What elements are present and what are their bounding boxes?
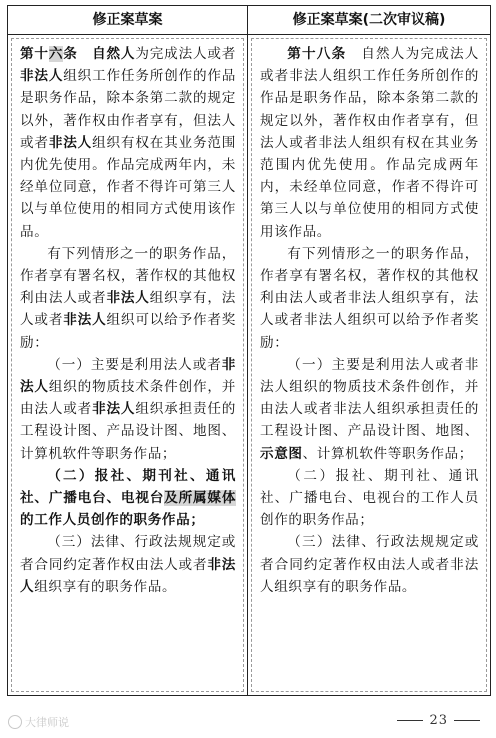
bold-text: 非法人 [20, 68, 64, 85]
bold-text: （二）报社、期刊社、通讯社、广播电台、电视台 [20, 467, 236, 507]
text-run: （二）报社、期刊社、通讯社、广播电台、电视台的工作人员创作的职务作品； [260, 467, 479, 529]
draft-article-paragraph [20, 43, 236, 243]
text-run: 有下列情形之一的职务作品，作者享有署名权，著作权的其他权利由法人或者非法人组织享有，法人或者非法人组织可以给予作者奖励： [260, 245, 479, 351]
watermark-logo-icon [8, 715, 22, 729]
review-item-three [260, 531, 479, 598]
comparison-table [7, 5, 491, 696]
bold-text: 非法人 [20, 356, 236, 396]
bold-text: 非法人 [92, 401, 136, 418]
review-item-two [260, 465, 479, 532]
column-draft [8, 35, 248, 695]
text-run: 组织可以给予作者奖励： [20, 312, 236, 351]
bold-text: 条 自然人 [63, 46, 136, 62]
draft-text-box [11, 38, 244, 692]
text-run: （三）法律、行政法规规定或者合同约定著作权由法人或者 [20, 534, 236, 573]
text-run: 、计算机软件等职务作品； [302, 445, 473, 462]
bold-text: 第十八条 [287, 46, 347, 62]
text-run: 有下列情形之一的职务作品，作者享有署名权，著作权的其他权利由法人或者 [20, 245, 236, 307]
page-dash-right [454, 720, 480, 721]
text-run: 自然人为完成法人或者非法人组织工作任务所创作的作品是职务作品，除本条第二款的规定以外，著作权由作者享有，但法人或者非法人组织有权在其业务范围内优先使用。作品完成两年内，未经单位同意，作者不得许可第三人以与单位使用的相同方式使用该作品。 [260, 46, 479, 240]
bold-text: 非法人 [20, 556, 236, 595]
second-review-text-box [251, 38, 487, 692]
column-header-draft: 修正案草案 [8, 6, 248, 35]
text-run: 组织承担责任的工程设计图、产品设计图、地图、计算机软件等职务作品； [20, 401, 237, 462]
draft-item-one [20, 354, 236, 465]
bold-text: 非法人 [106, 290, 150, 307]
bold-text: 的工作人员创作的职务作品； [20, 512, 205, 529]
bold-text: 第十 [20, 46, 49, 62]
highlighted-text: 及所属媒体 [164, 490, 237, 507]
text-run: 组织享有，法人或者 [20, 290, 236, 329]
review-second-paragraph [260, 243, 479, 354]
column-second-review [248, 35, 490, 695]
page-number-text: 23 [429, 713, 448, 728]
text-run: 为完成法人或者 [135, 46, 237, 62]
draft-item-three [20, 531, 236, 598]
text-run: （三）法律、行政法规规定或者合同约定著作权由法人或者非法人组织享有的职务作品。 [260, 534, 479, 595]
bold-text: 非法人 [48, 134, 93, 151]
text-run: 组织享有的职务作品。 [34, 578, 177, 595]
text-run: 组织工作任务所创作的作品是职务作品，除本条第二款的规定以外，著作权由作者享有，但法人或者 [20, 68, 236, 151]
bold-text: 示意图 [260, 445, 303, 462]
draft-item-two [20, 465, 236, 532]
highlighted-text: 六 [48, 46, 64, 62]
text-run: （一）主要是利用法人或者非法人组织的物质技术条件创作，并由法人或者非法人组织承担责任的工程设计图、产品设计图、地图、 [260, 356, 479, 440]
watermark [8, 714, 69, 730]
page-dash-left [397, 720, 423, 721]
bold-text: 非法人 [63, 312, 107, 329]
text-run: 组织的物质技术条件创作，并由法人或者 [20, 379, 236, 418]
watermark-text: 大律师说 [25, 716, 69, 729]
draft-second-paragraph [20, 243, 236, 354]
review-item-one [260, 354, 479, 465]
page-number [391, 713, 486, 728]
text-run: （一）主要是利用法人或者 [47, 356, 222, 373]
column-header-second-review: 修正案草案(二次审议稿) [248, 6, 490, 35]
text-run: 组织有权在其业务范围内优先使用。作品完成两年内，未经单位同意，作者不得许可第三人以与单位使用的相同方式使用该作品。 [20, 134, 236, 240]
review-article-paragraph [260, 43, 479, 243]
